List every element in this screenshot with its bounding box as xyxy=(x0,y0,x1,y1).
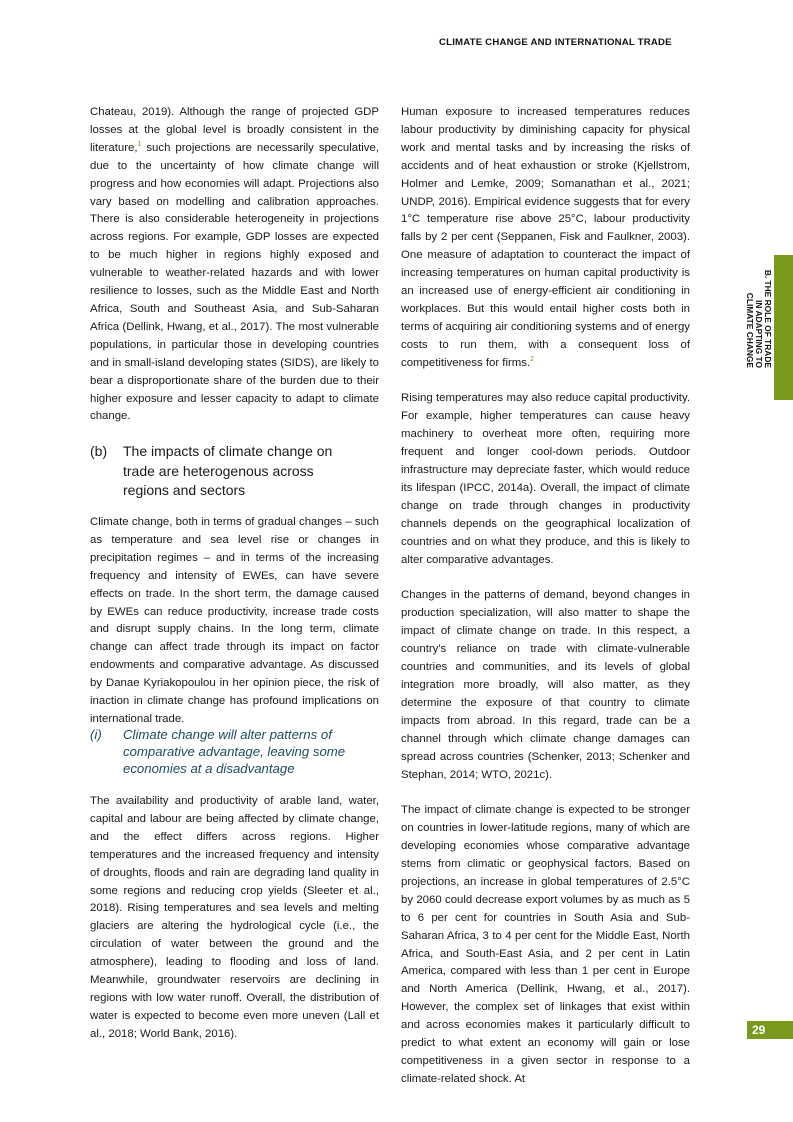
footnote-ref[interactable]: 2 xyxy=(530,355,535,363)
paragraph-text: such projections are necessarily speculative, due to the uncertainty of how climate change will progress and how economies will adapt. Projections also vary based on modelling and calibration approaches. There is also considerable heterogeneity in projections across regions. For example, GDP losses are expected to be much higher in regions highly exposed and vulnerable to weather-related hazards and with lower resilience to losses, such as the Middle East and North Africa, South and Southeast Asia, and Sub-Saharan Africa (Dellink, Hwang, et al., 2017). The most vulnerable populations, in particular those in developing countries and in small-island developing states (SIDS), are likely to bear a disproportionate share of the burden due to their higher exposure and lesser capacity to adapt to climate change. xyxy=(90,141,379,423)
section-tab-marker xyxy=(774,255,793,400)
section-tab-label xyxy=(736,258,772,378)
footnote-ref[interactable]: 1 xyxy=(137,141,142,149)
paragraph: Changes in the patterns of demand, beyond changes in production specialization, will also matter to shape the impact of climate change on trade. In this respect, a country's reliance on trade with climate-vulnerable countries and communities, and its levels of global integration more broadly, will also matter, as they determine the exposure of that country to climate impacts from abroad. In this regard, trade can be a channel through which climate change damages can spread across countries (Schenker, 2013; Schenker and Stephan, 2014; WTO, 2021c). xyxy=(401,589,690,781)
paragraph: The impact of climate change is expected to be stronger on countries in lower-latitude regions, many of which are developing economies whose comparative advantage stems from climatic or geophysical factors. Based on projections, an increase in global temperatures of 2.5°C by 2060 could decrease export volumes by as much as 5 to 6 per cent for countries in South Asia and Sub-Saharan Africa, 3 to 4 per cent for the Middle East, North Africa, and South-East Asia, and 2 per cent in Latin America, compared with less than 1 per cent in Europe and North America (Dellink, Hwang, et al., 2017). However, the complex set of linkages that exist within and across economies makes it particularly difficult to predict to what extent an economy will gain or lose competitiveness in a given sector in response to a climate-related shock. At xyxy=(401,804,690,1085)
paragraph-text: Chateau, 2019). Although the range of projected GDP losses at the global level is broadly consistent in the literature, xyxy=(90,106,379,154)
paragraph: Rising temperatures may also reduce capital productivity. For example, higher temperatures can cause heavy machinery to overheat more often, requiring more frequent and longer cool-down periods. Outdoor infrastructure may depreciate faster, which would reduce its lifespan (IPCC, 2014a). Overall, the impact of climate change on trade through changes in productivity channels depends on the geographical localization of countries and on what they produce, and this is likely to alter comparative advantages. xyxy=(401,392,690,566)
subsection-heading-i xyxy=(90,726,380,777)
section-heading-b xyxy=(90,442,380,501)
paragraph-text: Human exposure to increased temperatures reduces labour productivity by diminishing capacity for physical work and mental tasks and by increasing the risks of accidents and of heat exhaustion or stroke (Kjellstrom, Holmer and Lemke, 2009; Somanathan et al., 2021; UNDP, 2016). Empirical evidence suggests that for every 1°C temperature rise above 25°C, labour productivity falls by 2 per cent (Seppanen, Fisk and Faulkner, 2003). One measure of adaptation to counteract the impact of increasing temperatures on human capital productivity is an increased use of energy-efficient air conditioning in workplaces. But this would entail higher costs both in terms of acquiring air conditioning systems and of energy costs to run them, with a consequent loss of competitiveness for firms. xyxy=(401,106,690,369)
section-tab-text: B. THE ROLE OF TRADE IN ADAPTING TO CLIMATE CHANGE xyxy=(745,269,773,368)
left-column xyxy=(90,104,379,426)
heading-text: The impacts of climate change on trade are heterogenous across regions and sectors xyxy=(123,443,333,498)
paragraph xyxy=(401,104,690,373)
page-number: 29 xyxy=(747,1021,793,1039)
left-column-3 xyxy=(90,793,379,1044)
heading-number: (b) xyxy=(90,443,108,459)
right-column xyxy=(401,104,690,1089)
heading-text: Climate change will alter patterns of comparative advantage, leaving some economies at a disadvantage xyxy=(123,727,346,776)
left-column-2 xyxy=(90,514,379,729)
heading-number: (i) xyxy=(90,727,102,742)
paragraph: Climate change, both in terms of gradual changes – such as temperature and sea level rise or changes in precipitation regimes – and in terms of the increasing frequency and intensity of EWEs, can have severe effects on trade. In the short term, the damage caused by EWEs can reduce productivity, increase trade costs and disrupt supply chains. In the long term, climate change can affect trade through its impact on factor endowments and comparative advantage. As discussed by Danae Kyriakopoulou in her opinion piece, the risk of inaction in climate change has profound implications on international trade. xyxy=(90,516,379,725)
running-header: CLIMATE CHANGE AND INTERNATIONAL TRADE xyxy=(439,37,672,48)
paragraph: The availability and productivity of arable land, water, capital and labour are being affected by climate change, and the effect differs across regions. Higher temperatures and the increased frequency and intensity of droughts, floods and rain are degrading land quality in some regions and reducing crop yields (Sleeter et al., 2018). Rising temperatures and sea levels and melting glaciers are altering the hydrological cycle (i.e., the circulation of water between the ground and the atmosphere), leading to flooding and loss of land. Meanwhile, groundwater reservoirs are declining in regions with low water runoff. Overall, the distribution of water is expected to become even more uneven (Lall et al., 2018; World Bank, 2016). xyxy=(90,795,379,1040)
paragraph xyxy=(90,104,379,426)
